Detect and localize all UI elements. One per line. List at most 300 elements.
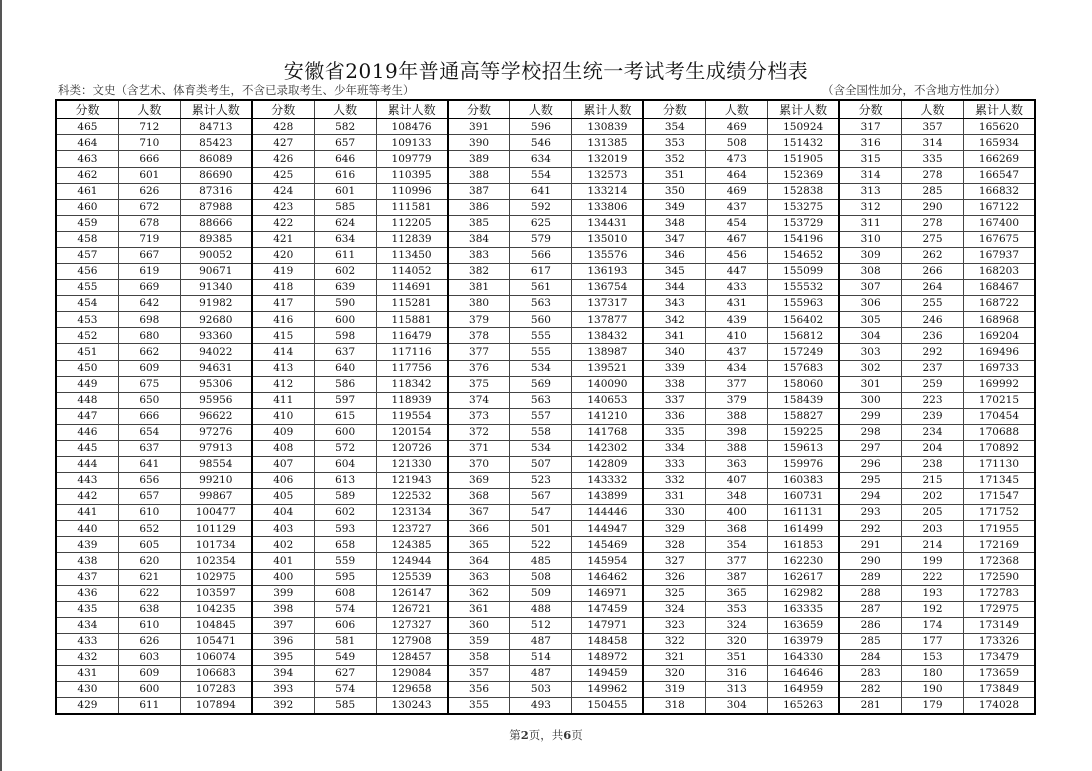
table-row [840, 602, 1034, 618]
score-cell: 338 [644, 377, 706, 392]
score-cell: 375 [449, 377, 511, 392]
score-cell: 333 [644, 457, 706, 472]
table-row [644, 216, 838, 232]
page-footer [0, 727, 1092, 743]
count-cell: 604 [315, 457, 377, 472]
score-cell: 301 [840, 377, 902, 392]
score-cell: 358 [449, 650, 511, 665]
count-cell: 290 [902, 200, 964, 215]
cumulative-cell: 119554 [391, 410, 432, 423]
cumulative-cell: 125539 [391, 570, 432, 583]
score-cell: 418 [253, 280, 315, 295]
score-cell: 441 [57, 505, 119, 520]
score-cell: 457 [57, 248, 119, 263]
cumulative-cell: 140090 [587, 377, 628, 390]
cumulative-cell: 169733 [978, 361, 1020, 374]
cumulative-cell: 169992 [978, 377, 1020, 390]
cumulative-cell: 154652 [783, 249, 824, 262]
cumulative-cell: 168722 [978, 297, 1020, 310]
count-cell: 634 [315, 232, 377, 247]
cumulative-cell: 160731 [783, 490, 824, 503]
count-cell: 199 [902, 553, 964, 568]
table-row [840, 344, 1034, 360]
score-cell: 328 [644, 537, 706, 552]
table-row [644, 168, 838, 184]
count-cell: 485 [510, 553, 572, 568]
score-cell: 387 [449, 184, 511, 199]
score-cell: 322 [644, 634, 706, 649]
table-row [57, 232, 251, 248]
cumulative-cell: 171345 [978, 474, 1020, 487]
count-cell: 657 [119, 489, 181, 504]
score-cell: 377 [449, 344, 511, 359]
count-cell: 572 [315, 441, 377, 456]
count-cell: 437 [706, 344, 768, 359]
cumulative-cell: 167675 [978, 233, 1020, 246]
score-cell: 427 [253, 135, 315, 150]
table-row [644, 602, 838, 618]
table-row [449, 473, 643, 489]
table-row [840, 618, 1034, 634]
score-cell: 369 [449, 473, 511, 488]
cumulative-cell: 87316 [199, 184, 233, 197]
count-cell: 615 [315, 409, 377, 424]
cumulative-cell: 97276 [199, 426, 233, 439]
count-cell: 646 [315, 151, 377, 166]
cumulative-cell: 158060 [783, 377, 824, 390]
score-cell: 429 [57, 698, 119, 713]
cumulative-cell: 94022 [199, 345, 233, 358]
count-cell: 641 [510, 184, 572, 199]
table-column-group [644, 101, 840, 713]
cumulative-cell: 123134 [391, 506, 432, 519]
cumulative-cell: 93360 [199, 329, 233, 342]
count-cell: 407 [706, 473, 768, 488]
count-cell: 433 [706, 280, 768, 295]
score-cell: 363 [449, 570, 511, 585]
cumulative-cell: 126147 [391, 586, 432, 599]
count-cell: 205 [902, 505, 964, 520]
count-cell: 239 [902, 409, 964, 424]
count-cell: 509 [510, 586, 572, 601]
table-row [644, 457, 838, 473]
count-cell: 601 [119, 168, 181, 183]
table-row [644, 586, 838, 602]
count-cell: 469 [706, 184, 768, 199]
table-row [253, 537, 447, 553]
score-cell: 378 [449, 328, 511, 343]
table-row [57, 377, 251, 393]
count-cell: 650 [119, 393, 181, 408]
table-row [840, 650, 1034, 666]
table-row [57, 698, 251, 713]
table-row [253, 135, 447, 151]
table-row [253, 618, 447, 634]
cumulative-cell: 86690 [199, 168, 233, 181]
table-row [840, 505, 1034, 521]
cumulative-cell: 107283 [195, 683, 236, 696]
table-row [57, 361, 251, 377]
table-row [57, 553, 251, 569]
score-cell: 396 [253, 634, 315, 649]
table-row [449, 200, 643, 216]
score-cell: 433 [57, 634, 119, 649]
current-page-number: 2 [520, 728, 529, 742]
cumulative-cell: 171547 [978, 490, 1020, 503]
cumulative-cell: 94631 [199, 361, 233, 374]
table-row [57, 200, 251, 216]
score-distribution-table [55, 99, 1036, 715]
score-cell: 354 [644, 119, 706, 134]
table-row [644, 248, 838, 264]
table-row [253, 296, 447, 312]
score-cell: 391 [449, 119, 511, 134]
column-header: 累计人数 [583, 102, 632, 117]
cumulative-cell: 147459 [587, 602, 628, 615]
cumulative-cell: 157683 [783, 361, 824, 374]
count-cell: 193 [902, 586, 964, 601]
count-cell: 335 [902, 151, 964, 166]
table-row [644, 312, 838, 328]
table-row [840, 151, 1034, 167]
cumulative-cell: 162230 [783, 554, 824, 567]
cumulative-cell: 138987 [587, 345, 628, 358]
score-cell: 324 [644, 602, 706, 617]
cumulative-cell: 167400 [978, 217, 1020, 230]
column-header: 人数 [119, 101, 181, 118]
count-cell: 400 [706, 505, 768, 520]
cumulative-cell: 172590 [978, 570, 1020, 583]
score-cell: 302 [840, 361, 902, 376]
count-cell: 447 [706, 264, 768, 279]
score-cell: 445 [57, 441, 119, 456]
table-row [57, 586, 251, 602]
cumulative-cell: 105471 [195, 635, 236, 648]
table-row [253, 586, 447, 602]
score-cell: 416 [253, 312, 315, 327]
column-header: 人数 [510, 101, 572, 118]
score-cell: 343 [644, 296, 706, 311]
count-cell: 626 [119, 634, 181, 649]
cumulative-cell: 111581 [391, 201, 432, 213]
count-cell: 437 [706, 200, 768, 215]
score-cell: 346 [644, 248, 706, 263]
count-cell: 534 [510, 361, 572, 376]
subject-line: 科类：文史（含艺术、体育类考生，不含已录取考生、少年班等考生） [58, 83, 415, 97]
count-cell: 602 [315, 505, 377, 520]
table-row [57, 151, 251, 167]
score-cell: 412 [253, 377, 315, 392]
count-cell: 354 [706, 537, 768, 552]
table-row [449, 682, 643, 698]
count-cell: 388 [706, 409, 768, 424]
score-cell: 305 [840, 312, 902, 327]
score-cell: 435 [57, 602, 119, 617]
cumulative-cell: 96622 [199, 410, 233, 423]
count-cell: 609 [119, 666, 181, 681]
score-cell: 297 [840, 441, 902, 456]
count-cell: 264 [902, 280, 964, 295]
cumulative-cell: 164330 [783, 651, 824, 664]
score-cell: 423 [253, 200, 315, 215]
score-cell: 303 [840, 344, 902, 359]
table-row [644, 537, 838, 553]
count-cell: 622 [119, 586, 181, 601]
score-cell: 359 [449, 634, 511, 649]
score-cell: 345 [644, 264, 706, 279]
cumulative-cell: 174028 [978, 699, 1020, 712]
table-row [57, 618, 251, 634]
score-cell: 447 [57, 409, 119, 424]
count-cell: 222 [902, 570, 964, 585]
score-cell: 380 [449, 296, 511, 311]
count-cell: 680 [119, 328, 181, 343]
count-cell: 654 [119, 425, 181, 440]
table-row [449, 393, 643, 409]
cumulative-cell: 90052 [199, 249, 233, 262]
count-cell: 223 [902, 393, 964, 408]
score-cell: 392 [253, 698, 315, 713]
count-cell: 555 [510, 328, 572, 343]
table-row [644, 425, 838, 441]
table-row [57, 570, 251, 586]
cumulative-cell: 130243 [391, 699, 432, 712]
table-row [57, 119, 251, 135]
table-row [449, 666, 643, 682]
cumulative-cell: 169496 [978, 345, 1020, 358]
cumulative-cell: 101129 [195, 522, 236, 535]
table-row [449, 698, 643, 713]
table-row [449, 312, 643, 328]
count-cell: 585 [315, 200, 377, 215]
count-cell: 597 [315, 393, 377, 408]
score-cell: 327 [644, 553, 706, 568]
table-row [644, 489, 838, 505]
cumulative-cell: 116479 [391, 329, 432, 342]
score-cell: 366 [449, 521, 511, 536]
score-cell: 404 [253, 505, 315, 520]
cumulative-cell: 155532 [783, 281, 824, 294]
table-row [449, 409, 643, 425]
cumulative-cell: 91982 [199, 297, 233, 310]
cumulative-cell: 112205 [391, 217, 432, 230]
table-row [449, 296, 643, 312]
cumulative-cell: 156402 [783, 313, 824, 326]
cumulative-cell: 162982 [783, 586, 824, 599]
table-row [253, 425, 447, 441]
table-row [644, 521, 838, 537]
count-cell: 523 [510, 473, 572, 488]
table-row [57, 634, 251, 650]
cumulative-cell: 171955 [978, 522, 1020, 535]
footer-mid: 页，共 [528, 728, 564, 742]
table-row [840, 553, 1034, 569]
count-cell: 566 [510, 248, 572, 263]
table-row [57, 473, 251, 489]
count-cell: 456 [706, 248, 768, 263]
table-row [253, 489, 447, 505]
score-cell: 464 [57, 135, 119, 150]
count-cell: 658 [315, 537, 377, 552]
count-cell: 488 [510, 602, 572, 617]
cumulative-cell: 149459 [587, 667, 628, 680]
table-row [644, 232, 838, 248]
score-cell: 318 [644, 698, 706, 713]
column-header: 累计人数 [779, 102, 828, 117]
cumulative-cell: 135576 [587, 249, 628, 262]
cumulative-cell: 159976 [783, 458, 824, 471]
table-row [253, 393, 447, 409]
count-cell: 454 [706, 216, 768, 231]
count-cell: 434 [706, 361, 768, 376]
score-cell: 443 [57, 473, 119, 488]
table-row [253, 312, 447, 328]
table-row [449, 248, 643, 264]
cumulative-cell: 159225 [783, 426, 824, 439]
score-cell: 460 [57, 200, 119, 215]
table-row [253, 232, 447, 248]
score-cell: 379 [449, 312, 511, 327]
count-cell: 609 [119, 361, 181, 376]
table-row [840, 666, 1034, 682]
score-cell: 461 [57, 184, 119, 199]
cumulative-cell: 129084 [391, 667, 432, 680]
count-cell: 473 [706, 151, 768, 166]
cumulative-cell: 132573 [587, 168, 628, 181]
score-cell: 335 [644, 425, 706, 440]
count-cell: 348 [706, 489, 768, 504]
count-cell: 656 [119, 473, 181, 488]
table-row [253, 457, 447, 473]
cumulative-cell: 108476 [391, 120, 432, 133]
table-row [449, 168, 643, 184]
score-cell: 407 [253, 457, 315, 472]
score-cell: 465 [57, 119, 119, 134]
count-cell: 410 [706, 328, 768, 343]
score-cell: 364 [449, 553, 511, 568]
table-row [840, 377, 1034, 393]
table-header-row [840, 101, 1034, 119]
score-cell: 410 [253, 409, 315, 424]
score-cell: 446 [57, 425, 119, 440]
score-cell: 383 [449, 248, 511, 263]
table-row [644, 409, 838, 425]
table-row [57, 344, 251, 360]
table-row [840, 168, 1034, 184]
table-row [449, 119, 643, 135]
cumulative-cell: 120726 [391, 442, 432, 455]
score-cell: 292 [840, 521, 902, 536]
cumulative-cell: 173149 [978, 619, 1020, 632]
score-cell: 402 [253, 537, 315, 552]
column-header: 分数 [840, 101, 902, 118]
score-cell: 374 [449, 393, 511, 408]
count-cell: 351 [706, 650, 768, 665]
score-cell: 336 [644, 409, 706, 424]
cumulative-cell: 127327 [391, 619, 432, 632]
score-cell: 293 [840, 505, 902, 520]
score-cell: 451 [57, 344, 119, 359]
score-cell: 283 [840, 666, 902, 681]
score-cell: 352 [644, 151, 706, 166]
cumulative-cell: 149962 [587, 683, 628, 696]
table-row [840, 457, 1034, 473]
table-row [840, 232, 1034, 248]
count-cell: 560 [510, 312, 572, 327]
score-cell: 458 [57, 232, 119, 247]
table-row [57, 409, 251, 425]
count-cell: 431 [706, 296, 768, 311]
table-row [644, 441, 838, 457]
count-cell: 712 [119, 119, 181, 134]
score-cell: 425 [253, 168, 315, 183]
count-cell: 153 [902, 650, 964, 665]
cumulative-cell: 155963 [783, 297, 824, 310]
score-cell: 281 [840, 698, 902, 713]
table-row [840, 473, 1034, 489]
cumulative-cell: 173479 [978, 651, 1020, 664]
cumulative-cell: 157249 [783, 345, 824, 358]
column-header: 分数 [253, 101, 315, 118]
table-row [840, 312, 1034, 328]
count-cell: 467 [706, 232, 768, 247]
count-cell: 666 [119, 409, 181, 424]
count-cell: 638 [119, 602, 181, 617]
count-cell: 574 [315, 682, 377, 697]
table-row [840, 216, 1034, 232]
score-cell: 462 [57, 168, 119, 183]
count-cell: 605 [119, 537, 181, 552]
table-row [644, 184, 838, 200]
score-cell: 415 [253, 328, 315, 343]
table-row [449, 216, 643, 232]
table-row [840, 280, 1034, 296]
count-cell: 275 [902, 232, 964, 247]
score-cell: 414 [253, 344, 315, 359]
count-cell: 595 [315, 570, 377, 585]
cumulative-cell: 143899 [587, 490, 628, 503]
score-cell: 399 [253, 586, 315, 601]
cumulative-cell: 169204 [978, 329, 1020, 342]
table-row [253, 441, 447, 457]
table-row [57, 505, 251, 521]
cumulative-cell: 130839 [587, 120, 628, 133]
count-cell: 579 [510, 232, 572, 247]
table-row [840, 248, 1034, 264]
count-cell: 379 [706, 393, 768, 408]
score-cell: 382 [449, 264, 511, 279]
score-cell: 367 [449, 505, 511, 520]
score-cell: 368 [449, 489, 511, 504]
score-cell: 342 [644, 312, 706, 327]
table-row [644, 377, 838, 393]
score-cell: 421 [253, 232, 315, 247]
table-row [57, 216, 251, 232]
count-cell: 563 [510, 393, 572, 408]
count-cell: 626 [119, 184, 181, 199]
count-cell: 569 [510, 377, 572, 392]
cumulative-cell: 122532 [391, 490, 432, 503]
cumulative-cell: 165934 [978, 136, 1020, 149]
cumulative-cell: 109133 [391, 136, 432, 149]
count-cell: 637 [315, 344, 377, 359]
count-cell: 561 [510, 280, 572, 295]
count-cell: 512 [510, 618, 572, 633]
count-cell: 559 [315, 553, 377, 568]
table-row [644, 666, 838, 682]
column-header: 人数 [706, 101, 768, 118]
score-cell: 430 [57, 682, 119, 697]
